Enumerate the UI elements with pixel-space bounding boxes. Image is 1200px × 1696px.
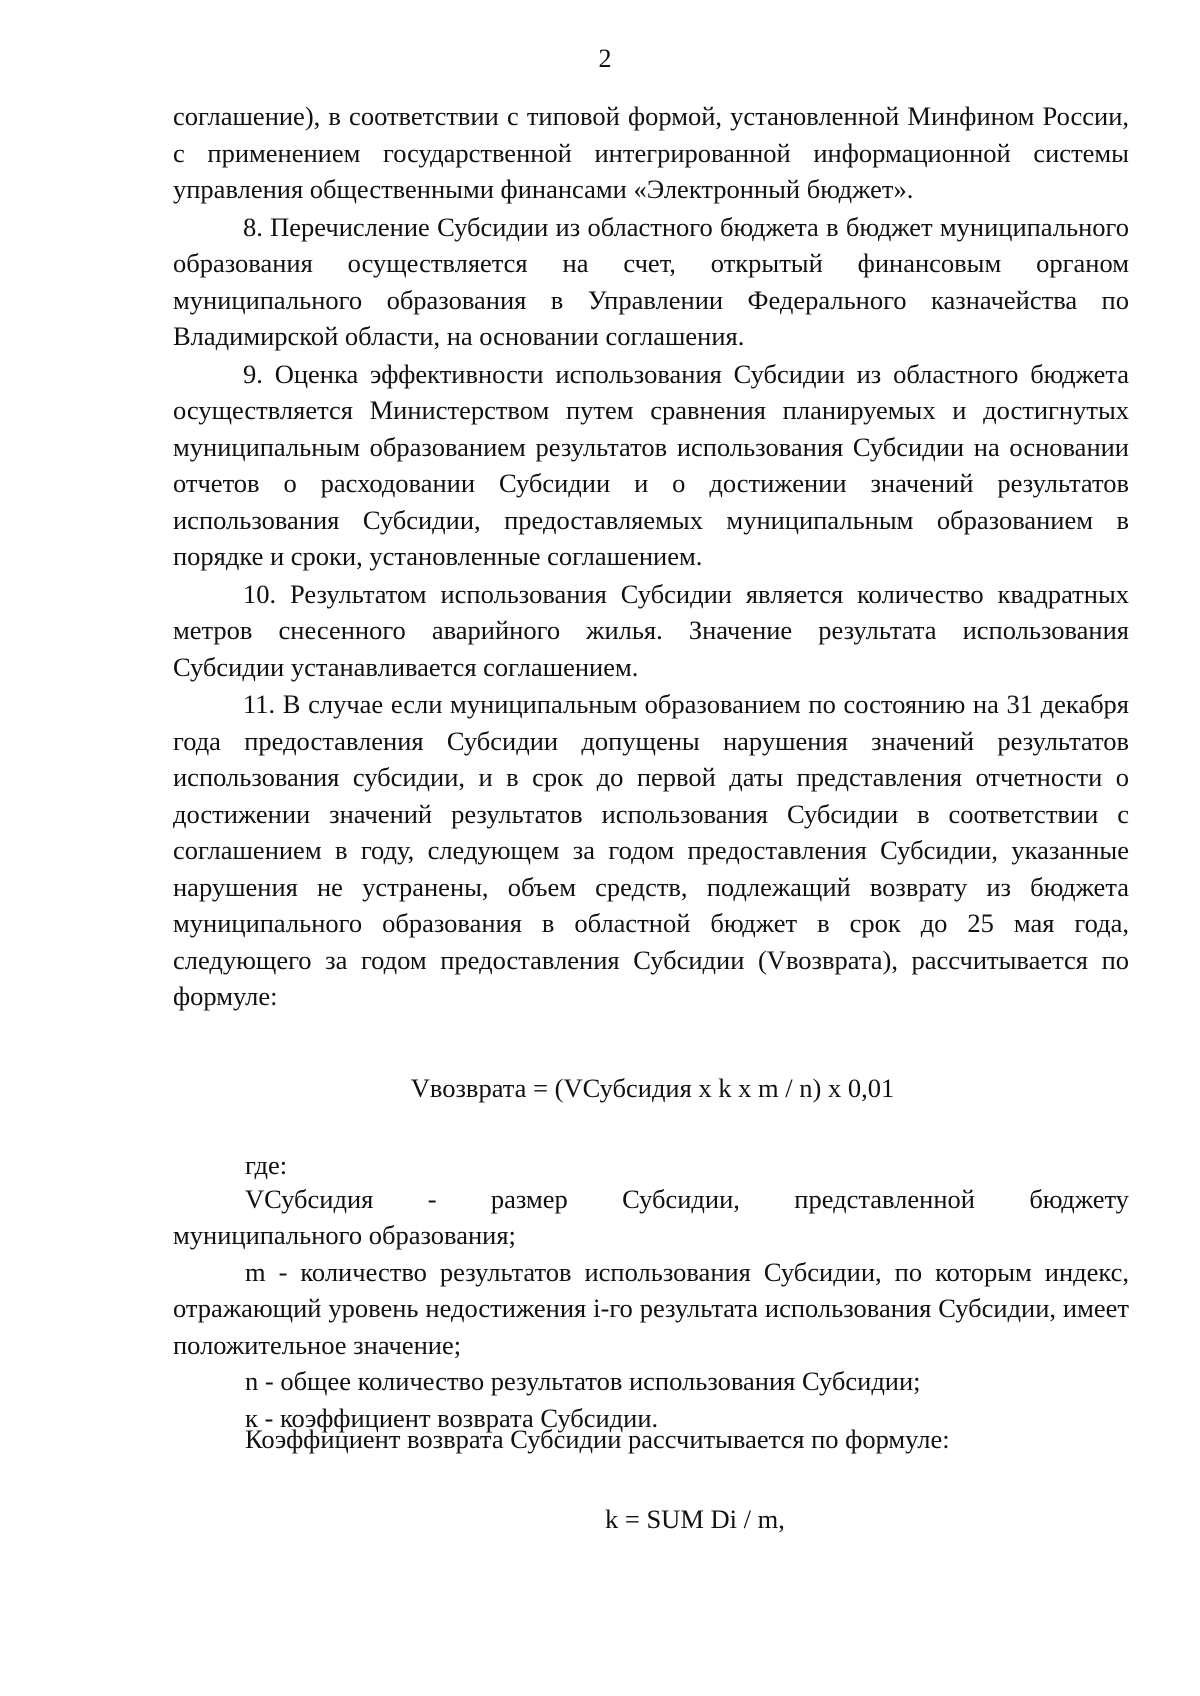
paragraph-7-continuation [173,98,1129,208]
paragraph-number: 8. [243,211,263,242]
definition-vsubsidy [173,1181,1129,1254]
document-body [173,98,1129,1016]
definition-n: n - общее количество результатов использования Субсидии; [245,1366,921,1396]
coefficient-intro: Коэффициент возврата Субсидии рассчитывается по формуле: [245,1424,950,1454]
vsubsidy-word: размер [490,1183,568,1214]
paragraph-text: Перечисление Субсидии из областного бюджета в бюджет муниципального образования осуществляется на счет, открытый финансовым органом муниципального образования в Управлении Федерального казначейства по Владимирской области, на основании соглашения. [173,211,1129,351]
vsubsidy-term: VСубсидия [245,1183,374,1214]
paragraph-text: Оценка эффективности использования Субсидии из областного бюджета осуществляется Министерством путем сравнения планируемых и достигнутых муниципальным образованием результатов использования Субсидии на основании отчетов о расходовании Субсидии и о достижении значений результатов использования Субсидии, предоставляемых муниципальным образованием в порядке и сроки, установленные соглашением. [173,358,1129,571]
paragraph-number: 10. [243,578,277,609]
definition-vsubsidy-tail: муниципального образования; [173,1220,516,1250]
formula-coefficient: k = SUM Di / m, [605,1504,785,1534]
definition-k: к - коэффициент возврата Субсидии. [245,1402,659,1433]
vsubsidy-word: бюджету [1029,1183,1129,1214]
vsubsidy-dash: - [427,1183,437,1214]
paragraph-number: 9. [243,358,263,389]
paragraph-text: В случае если муниципальным образованием по состоянию на 31 декабря года предоставления Субсидии допущены нарушения значений результатов использования субсидии, и в срок до первой даты представления отчетности о достижении значений результатов использования Субсидии в соответствии с соглашением в году, следующем за годом предоставления Субсидии, указанные нарушения не устранены, объем средств, подлежащий возврату из бюджета муниципального образования в областной бюджет в срок до 25 мая года, следующего за годом предоставления Субсидии (Vвозврата), рассчитывается по формуле: [173,689,1129,1011]
paragraph-11 [173,686,1129,1015]
paragraph-9 [173,356,1129,575]
page-number: 2 [598,44,612,73]
formula-definitions [173,1147,1129,1436]
paragraph-text: Результатом использования Субсидии является количество квадратных метров снесенного аварийного жилья. Значение результата использования Субсидии устанавливается соглашением. [173,578,1129,682]
vsubsidy-word: представленной [794,1183,975,1214]
paragraph-text: соглашение), в соответствии с типовой формой, установленной Минфином России, с применением государственной интегрированной информационной системы управления общественными финансами «Электронный бюджет». [173,101,1129,204]
definition-m: m - количество результатов использования Субсидии, по которым индекс, отражающий уровень недостижения i-го результата использования Субсидии, имеет положительное значение; [173,1256,1129,1360]
definition-vsubsidy-line [173,1181,1129,1218]
paragraph-8 [173,209,1129,355]
vsubsidy-word: Субсидии, [622,1183,740,1214]
paragraph-number: 11. [243,689,276,719]
formula-refund-volume: Vвозврата = (VСубсидия x k x m / n) x 0,01 [410,1073,895,1103]
paragraph-10 [173,576,1129,686]
where-label: где: [245,1150,288,1180]
